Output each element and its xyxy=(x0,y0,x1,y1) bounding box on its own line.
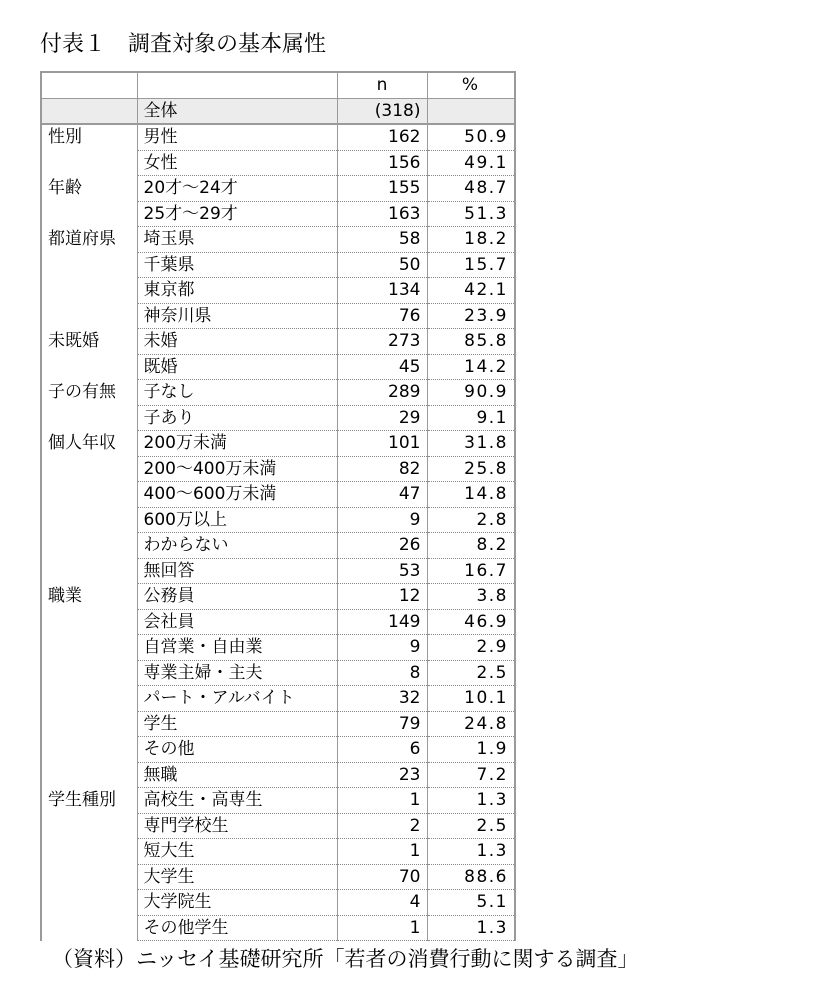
header-category-cell xyxy=(41,72,137,98)
pct-value: 50.9 xyxy=(427,124,515,150)
table-row xyxy=(41,124,515,150)
n-value: 6 xyxy=(337,737,427,763)
category-label: 都道府県 xyxy=(41,227,137,329)
n-value: 47 xyxy=(337,482,427,508)
pct-value: 85.8 xyxy=(427,329,515,355)
item-label: 埼玉県 xyxy=(137,227,337,253)
pct-value: 3.8 xyxy=(427,584,515,610)
item-label: 25才～29才 xyxy=(137,201,337,227)
header-pct: % xyxy=(427,72,515,98)
item-label: 大学生 xyxy=(137,864,337,890)
n-value: 101 xyxy=(337,431,427,457)
category-label: 子の有無 xyxy=(41,380,137,431)
table-title: 付表１ 調査対象の基本属性 xyxy=(40,32,327,57)
pct-value: 49.1 xyxy=(427,150,515,176)
pct-value: 1.3 xyxy=(427,915,515,941)
pct-value: 25.8 xyxy=(427,456,515,482)
n-value: 12 xyxy=(337,584,427,610)
item-label: その他学生 xyxy=(137,915,337,941)
n-value: 79 xyxy=(337,711,427,737)
item-label: 20才～24才 xyxy=(137,176,337,202)
table-body xyxy=(41,72,515,941)
pct-value: 14.8 xyxy=(427,482,515,508)
n-value: 8 xyxy=(337,660,427,686)
n-value: 9 xyxy=(337,507,427,533)
n-value: 76 xyxy=(337,303,427,329)
header-row xyxy=(41,72,515,98)
pct-value: 23.9 xyxy=(427,303,515,329)
n-value: 23 xyxy=(337,762,427,788)
item-label: 女性 xyxy=(137,150,337,176)
pct-value: 9.1 xyxy=(427,405,515,431)
item-label: 未婚 xyxy=(137,329,337,355)
table-row xyxy=(41,584,515,610)
item-label: 自営業・自由業 xyxy=(137,635,337,661)
pct-value: 7.2 xyxy=(427,762,515,788)
header-n: n xyxy=(337,72,427,98)
n-value: 29 xyxy=(337,405,427,431)
total-label: 全体 xyxy=(137,98,337,124)
item-label: 男性 xyxy=(137,124,337,150)
pct-value: 10.1 xyxy=(427,686,515,712)
total-pct xyxy=(427,98,515,124)
total-category-cell xyxy=(41,98,137,124)
pct-value: 2.5 xyxy=(427,660,515,686)
pct-value: 1.3 xyxy=(427,788,515,814)
pct-value: 5.1 xyxy=(427,890,515,916)
pct-value: 24.8 xyxy=(427,711,515,737)
item-label: わからない xyxy=(137,533,337,559)
pct-value: 42.1 xyxy=(427,278,515,304)
pct-value: 51.3 xyxy=(427,201,515,227)
item-label: 東京都 xyxy=(137,278,337,304)
n-value: 9 xyxy=(337,635,427,661)
category-label: 性別 xyxy=(41,124,137,176)
table-row xyxy=(41,176,515,202)
n-value: 289 xyxy=(337,380,427,406)
n-value: 50 xyxy=(337,252,427,278)
item-label: 無職 xyxy=(137,762,337,788)
n-value: 4 xyxy=(337,890,427,916)
n-value: 273 xyxy=(337,329,427,355)
item-label: 神奈川県 xyxy=(137,303,337,329)
item-label: 専門学校生 xyxy=(137,813,337,839)
n-value: 1 xyxy=(337,915,427,941)
total-row xyxy=(41,98,515,124)
item-label: 200～400万未満 xyxy=(137,456,337,482)
pct-value: 48.7 xyxy=(427,176,515,202)
pct-value: 8.2 xyxy=(427,533,515,559)
item-label: 学生 xyxy=(137,711,337,737)
n-value: 1 xyxy=(337,839,427,865)
n-value: 162 xyxy=(337,124,427,150)
item-label: 高校生・高専生 xyxy=(137,788,337,814)
n-value: 45 xyxy=(337,354,427,380)
pct-value: 2.9 xyxy=(427,635,515,661)
attributes-table xyxy=(40,71,516,941)
pct-value: 2.5 xyxy=(427,813,515,839)
n-value: 26 xyxy=(337,533,427,559)
pct-value: 14.2 xyxy=(427,354,515,380)
item-label: その他 xyxy=(137,737,337,763)
item-label: 公務員 xyxy=(137,584,337,610)
n-value: 32 xyxy=(337,686,427,712)
pct-value: 2.8 xyxy=(427,507,515,533)
item-label: パート・アルバイト xyxy=(137,686,337,712)
pct-value: 1.9 xyxy=(427,737,515,763)
table-row xyxy=(41,788,515,814)
item-label: 短大生 xyxy=(137,839,337,865)
item-label: 子あり xyxy=(137,405,337,431)
category-label: 未既婚 xyxy=(41,329,137,380)
table-row xyxy=(41,380,515,406)
pct-value: 46.9 xyxy=(427,609,515,635)
n-value: 2 xyxy=(337,813,427,839)
n-value: 155 xyxy=(337,176,427,202)
table-row xyxy=(41,329,515,355)
pct-value: 90.9 xyxy=(427,380,515,406)
n-value: 70 xyxy=(337,864,427,890)
n-value: 156 xyxy=(337,150,427,176)
item-label: 子なし xyxy=(137,380,337,406)
category-label: 年齢 xyxy=(41,176,137,227)
pct-value: 18.2 xyxy=(427,227,515,253)
item-label: 専業主婦・主夫 xyxy=(137,660,337,686)
n-value: 1 xyxy=(337,788,427,814)
pct-value: 88.6 xyxy=(427,864,515,890)
n-value: 53 xyxy=(337,558,427,584)
n-value: 134 xyxy=(337,278,427,304)
item-label: 200万未満 xyxy=(137,431,337,457)
n-value: 82 xyxy=(337,456,427,482)
item-label: 大学院生 xyxy=(137,890,337,916)
category-label: 学生種別 xyxy=(41,788,137,941)
category-label: 職業 xyxy=(41,584,137,788)
item-label: 千葉県 xyxy=(137,252,337,278)
item-label: 600万以上 xyxy=(137,507,337,533)
pct-value: 16.7 xyxy=(427,558,515,584)
table-row xyxy=(41,227,515,253)
n-value: 58 xyxy=(337,227,427,253)
header-item-cell xyxy=(137,72,337,98)
pct-value: 15.7 xyxy=(427,252,515,278)
item-label: 会社員 xyxy=(137,609,337,635)
n-value: 163 xyxy=(337,201,427,227)
source-note: （資料）ニッセイ基礎研究所「若者の消費行動に関する調査」 xyxy=(52,947,639,971)
category-label: 個人年収 xyxy=(41,431,137,584)
table-row xyxy=(41,431,515,457)
pct-value: 31.8 xyxy=(427,431,515,457)
item-label: 無回答 xyxy=(137,558,337,584)
pct-value: 1.3 xyxy=(427,839,515,865)
n-value: 149 xyxy=(337,609,427,635)
item-label: 既婚 xyxy=(137,354,337,380)
total-n: (318) xyxy=(337,98,427,124)
item-label: 400～600万未満 xyxy=(137,482,337,508)
